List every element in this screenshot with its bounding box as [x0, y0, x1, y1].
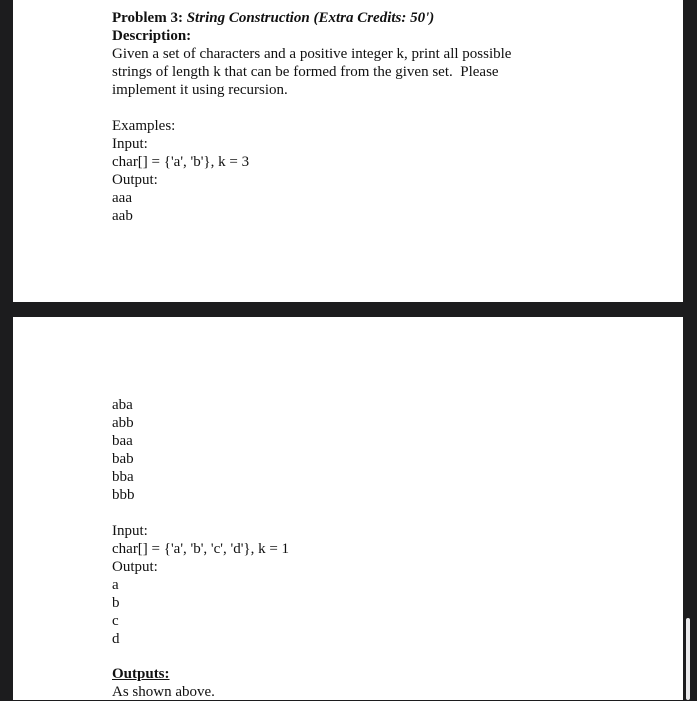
problem-title-text: String Construction (Extra Credits: 50') [186, 10, 435, 26]
outputs-text: As shown above. [112, 684, 215, 700]
examples-heading: Examples: [112, 118, 176, 134]
document-page-1 [13, 0, 683, 302]
output-item: aba [112, 397, 133, 413]
outputs-section [112, 665, 673, 701]
output-item: b [112, 595, 120, 611]
description-line: implement it using recursion. [112, 82, 288, 98]
output-item: bba [112, 469, 134, 485]
description-heading: Description: [112, 28, 192, 44]
output-item: baa [112, 433, 133, 449]
scrollbar[interactable] [686, 618, 690, 700]
example-2 [112, 522, 673, 648]
output-item: a [112, 577, 119, 593]
outputs-heading: Outputs: [112, 666, 170, 682]
output-label: Output: [112, 172, 158, 188]
output-label: Output: [112, 559, 158, 575]
example-1 [112, 117, 673, 225]
example-1-continued [112, 396, 673, 504]
description-line: strings of length k that can be formed from the given set. Please [112, 64, 499, 80]
output-item: bab [112, 451, 134, 467]
output-item: d [112, 631, 120, 647]
problem-label: Problem 3: [112, 10, 183, 26]
output-item: c [112, 613, 119, 629]
problem-content [112, 9, 673, 99]
problem-title [112, 9, 673, 27]
document-page-2 [13, 317, 683, 700]
input-value: char[] = {'a', 'b', 'c', 'd'}, k = 1 [112, 541, 290, 557]
output-item: abb [112, 415, 134, 431]
input-label: Input: [112, 523, 148, 539]
input-value: char[] = {'a', 'b'}, k = 3 [112, 154, 250, 170]
description-line: Given a set of characters and a positive integer k, print all possible [112, 46, 512, 62]
output-item: aab [112, 208, 133, 224]
output-item: aaa [112, 190, 132, 206]
output-item: bbb [112, 487, 135, 503]
input-label: Input: [112, 136, 148, 152]
